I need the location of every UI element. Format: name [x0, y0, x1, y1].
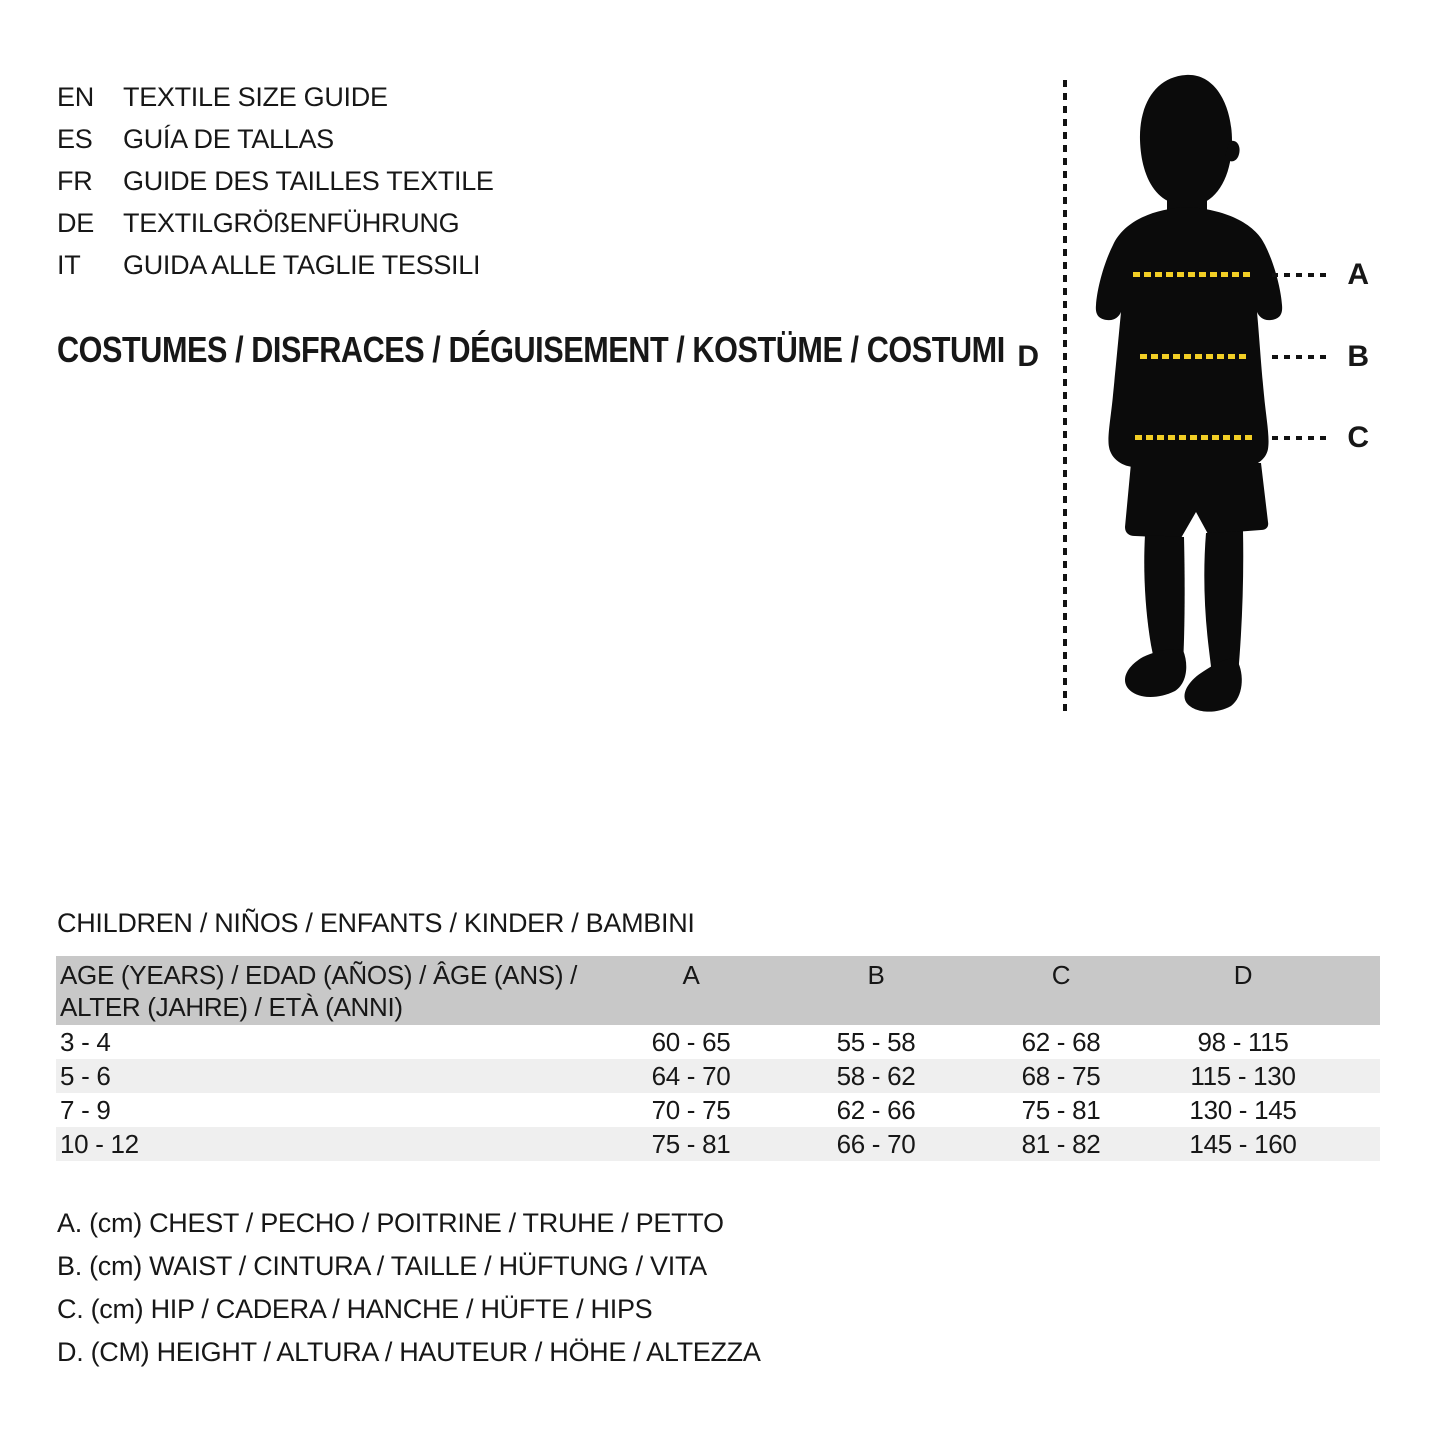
- column-header-c: C: [1051, 960, 1071, 990]
- column-header-b: B: [867, 960, 885, 990]
- chest-cell: 64 - 70: [651, 1061, 731, 1091]
- age-column-header: [56, 956, 596, 1023]
- language-code: ES: [57, 123, 93, 154]
- hip-cell: 81 - 82: [1021, 1129, 1101, 1159]
- language-code: DE: [57, 207, 94, 238]
- hip-measure-line: [1135, 435, 1255, 440]
- waist-cell: 62 - 66: [836, 1095, 916, 1125]
- hip-leader-line: [1272, 436, 1330, 440]
- legend-hip: C. (cm) HIP / CADERA / HANCHE / HÜFTE / HIPS: [57, 1294, 653, 1324]
- category-title: COSTUMES / DISFRACES / DÉGUISEMENT / KOSTÜME / COSTUMI: [57, 329, 1005, 370]
- height-cell: 130 - 145: [1189, 1095, 1297, 1125]
- waist-cell: 66 - 70: [836, 1129, 916, 1159]
- table-row: [56, 1127, 1380, 1161]
- chest-cell: 70 - 75: [651, 1095, 731, 1125]
- height-dotted-line: [1063, 80, 1067, 713]
- chest-measure-label: A: [1347, 258, 1369, 291]
- language-row: [57, 76, 494, 118]
- measure-legend: [57, 1202, 761, 1374]
- size-table: [56, 956, 1380, 1161]
- language-title: GUÍA DE TALLAS: [123, 123, 334, 154]
- age-cell: 3 - 4: [60, 1027, 111, 1057]
- language-title: GUIDA ALLE TAGLIE TESSILI: [123, 249, 481, 280]
- age-cell: 10 - 12: [60, 1129, 139, 1159]
- language-row: [57, 118, 494, 160]
- chest-measure-line: [1133, 272, 1253, 277]
- waist-cell: 55 - 58: [836, 1027, 916, 1057]
- waist-cell: 58 - 62: [836, 1061, 916, 1091]
- size-table-header: [56, 956, 1380, 1025]
- language-row: [57, 244, 494, 286]
- age-cell: 5 - 6: [60, 1061, 111, 1091]
- height-cell: 115 - 130: [1190, 1061, 1296, 1091]
- hip-cell: 75 - 81: [1021, 1095, 1101, 1125]
- waist-measure-line: [1140, 354, 1250, 359]
- hip-measure-label: C: [1347, 421, 1369, 454]
- legend-waist: B. (cm) WAIST / CINTURA / TAILLE / HÜFTUNG / VITA: [57, 1251, 707, 1281]
- chest-cell: 75 - 81: [651, 1129, 731, 1159]
- hip-cell: 62 - 68: [1021, 1027, 1101, 1057]
- waist-leader-line: [1272, 355, 1330, 359]
- table-row: [56, 1025, 1380, 1059]
- language-code: IT: [57, 249, 81, 280]
- waist-measure-label: B: [1347, 340, 1369, 373]
- legend-chest: A. (cm) CHEST / PECHO / POITRINE / TRUHE / PETTO: [57, 1208, 724, 1238]
- age-header-line1: AGE (YEARS) / EDAD (AÑOS) / ÂGE (ANS) /: [60, 960, 578, 990]
- language-title: TEXTILGRÖßENFÜHRUNG: [123, 207, 460, 238]
- language-code: FR: [57, 165, 93, 196]
- height-cell: 145 - 160: [1189, 1129, 1297, 1159]
- age-cell: 7 - 9: [60, 1095, 111, 1125]
- language-code: EN: [57, 81, 94, 112]
- language-row: [57, 202, 494, 244]
- measurement-figure: [1000, 60, 1445, 740]
- language-list: [57, 76, 494, 286]
- height-cell: 98 - 115: [1197, 1027, 1289, 1057]
- legend-height: D. (CM) HEIGHT / ALTURA / HAUTEUR / HÖHE / ALTEZZA: [57, 1337, 761, 1367]
- column-header-d: D: [1233, 960, 1253, 990]
- table-row: [56, 1093, 1380, 1127]
- table-section-title: CHILDREN / NIÑOS / ENFANTS / KINDER / BAMBINI: [57, 908, 695, 938]
- chest-cell: 60 - 65: [651, 1027, 731, 1057]
- child-silhouette-icon: [1085, 65, 1295, 725]
- hip-cell: 68 - 75: [1021, 1061, 1101, 1091]
- language-title: TEXTILE SIZE GUIDE: [123, 81, 388, 112]
- age-header-line2: ALTER (JAHRE) / ETÀ (ANNI): [60, 992, 403, 1022]
- height-measure-label: D: [1017, 340, 1039, 373]
- language-row: [57, 160, 494, 202]
- column-header-a: A: [682, 960, 700, 990]
- language-title: GUIDE DES TAILLES TEXTILE: [123, 165, 494, 196]
- table-row: [56, 1059, 1380, 1093]
- chest-leader-line: [1272, 273, 1330, 277]
